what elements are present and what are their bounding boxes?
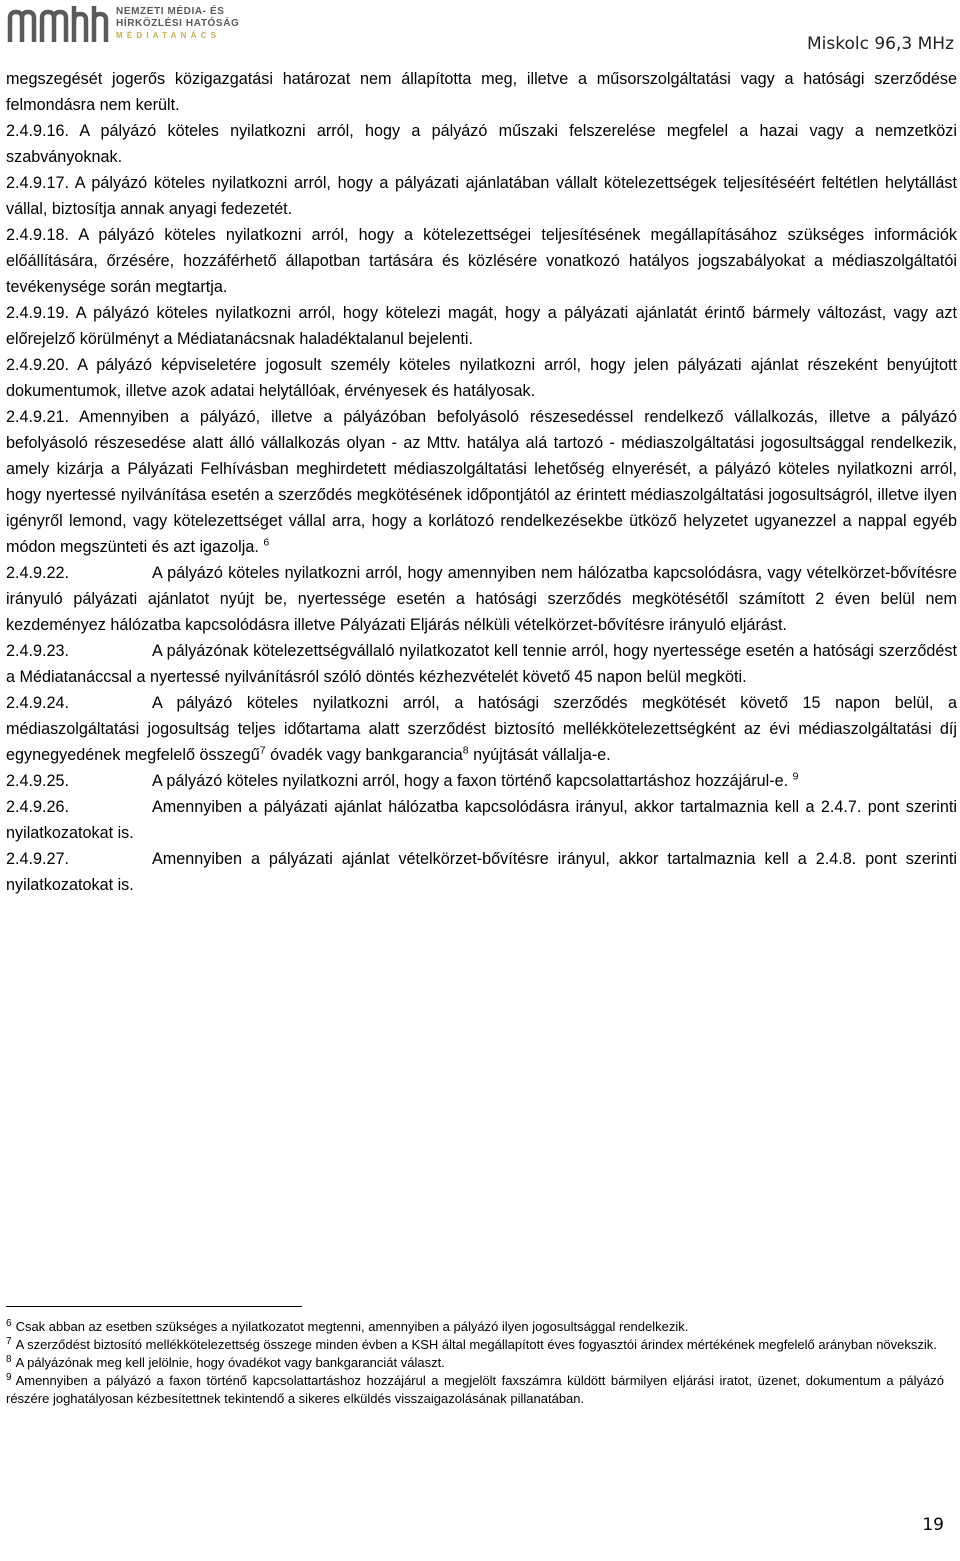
footnote-mark: 9 xyxy=(6,1371,12,1383)
paragraph-number: 2.4.9.16. xyxy=(6,122,70,140)
footnote-text: A szerződést biztosító mellékkötelezettség összege minden évben a KSH által megállapított éves fogyasztói árindex mértékének megfelelő arányban növekszik. xyxy=(15,1337,937,1352)
nmhh-logo xyxy=(6,4,246,48)
paragraph-2-4-9-18 xyxy=(6,222,957,300)
logo-line-1: NEMZETI MÉDIA- ÉS xyxy=(116,6,225,17)
paragraph-2-4-9-25 xyxy=(6,768,957,794)
paragraph-2-4-9-22 xyxy=(6,560,957,638)
paragraph-text: A pályázó köteles nyilatkozni arról, hogy a pályázati ajánlatában vállalt kötelezettségek teljesítéséért feltétlen helytállást vállal, biztosítja annak anyagi fedezetét. xyxy=(6,174,957,218)
footnote-8 xyxy=(6,1354,944,1372)
paragraph-2-4-9-27 xyxy=(6,846,957,898)
station-name: Miskolc 96,3 MHz xyxy=(807,34,954,54)
paragraph-text: A pályázónak kötelezettségvállaló nyilatkozatot kell tennie arról, hogy nyertessége esetén a hatósági szerződést a Médiatanáccsal a nyertessé nyilvánításról szóló döntés kézhezvételét követő 45 napon belül megköti. xyxy=(6,642,957,686)
footnote-ref[interactable]: 8 xyxy=(462,744,469,757)
paragraph-2-4-9-17 xyxy=(6,170,957,222)
footnote-text: Csak abban az esetben szükséges a nyilatkozatot megtenni, amennyiben a pályázó ilyen jogosultsággal rendelkezik. xyxy=(15,1319,689,1334)
paragraph-text: A pályázó köteles nyilatkozni arról, hogy a kötelezettségei teljesítésének megállapításához szükséges információk előállítására, őrzésére, hozzáférhető állapotban tartására és közlésére vonatkozó hatályos jogszabályokat a médiaszolgáltatói tevékenysége során megtartja. xyxy=(6,226,957,296)
nmhh-logo-mark-icon xyxy=(6,4,112,44)
paragraph-2-4-9-16 xyxy=(6,118,957,170)
paragraph-number: 2.4.9.21. xyxy=(6,408,70,426)
paragraph-continuation xyxy=(6,66,957,118)
paragraph-2-4-9-20 xyxy=(6,352,957,404)
paragraph-2-4-9-26 xyxy=(6,794,957,846)
paragraph-text: A pályázó köteles nyilatkozni arról, hogy a faxon történő kapcsolattartáshoz hozzájárul-e. xyxy=(152,772,789,790)
footnotes xyxy=(6,1318,944,1408)
footnote-ref[interactable]: 7 xyxy=(259,744,266,757)
footnote-7 xyxy=(6,1336,944,1354)
paragraph-number: 2.4.9.20. xyxy=(6,356,70,374)
paragraph-number: 2.4.9.24. xyxy=(6,694,70,712)
logo-text xyxy=(116,6,239,42)
logo-line-2: HÍRKÖZLÉSI HATÓSÁG xyxy=(116,18,240,29)
paragraph-2-4-9-24 xyxy=(6,690,957,768)
footnote-6 xyxy=(6,1318,944,1336)
document-body xyxy=(6,66,957,898)
footnote-9 xyxy=(6,1372,944,1408)
footnote-mark: 6 xyxy=(6,1317,12,1329)
paragraph-text: óvadék vagy bankgarancia xyxy=(270,746,463,764)
paragraph-number: 2.4.9.25. xyxy=(6,772,70,790)
paragraph-text: A pályázó képviseletére jogosult személy köteles nyilatkozni arról, hogy jelen pályázati ajánlat részeként benyújtott dokumentumok, illetve azok adatai helytállóak, érvényesek és hatályosak. xyxy=(6,356,957,400)
paragraph-text: A pályázó köteles nyilatkozni arról, hogy amennyiben nem hálózatba kapcsolódásra, vagy vételkörzet-bővítésre irányuló pályázati ajánlatot nyújt be, nyertessége esetén a hatósági szerződés megkötésétől számított 2 éven belül nem kezdeményez hálózatba kapcsolódásra illetve Pályázati Eljárás nélküli vételkörzet-bővítésre irányuló eljárást. xyxy=(6,564,957,634)
paragraph-number: 2.4.9.22. xyxy=(6,564,70,582)
paragraph-number: 2.4.9.18. xyxy=(6,226,70,244)
paragraph-2-4-9-23 xyxy=(6,638,957,690)
footnote-mark: 8 xyxy=(6,1353,12,1365)
paragraph-number: 2.4.9.27. xyxy=(6,850,70,868)
paragraph-text: A pályázó köteles nyilatkozni arról, hogy a pályázó műszaki felszerelése megfelel a hazai vagy a nemzetközi szabványoknak. xyxy=(6,122,957,166)
footnote-ref[interactable]: 9 xyxy=(792,770,799,783)
footnote-ref[interactable]: 6 xyxy=(263,536,270,549)
logo-line-3: MÉDIATANÁCS xyxy=(116,31,221,40)
footnote-text: A pályázónak meg kell jelölnie, hogy óvadékot vagy bankgaranciát választ. xyxy=(15,1355,445,1370)
paragraph-number: 2.4.9.23. xyxy=(6,642,70,660)
paragraph-text: Amennyiben a pályázati ajánlat hálózatba kapcsolódásra irányul, akkor tartalmaznia kell a 2.4.7. pont szerinti nyilatkozatokat is. xyxy=(6,798,957,842)
paragraph-text: Amennyiben a pályázó, illetve a pályázóban befolyásoló részesedéssel rendelkező vállalkozás, illetve a pályázó befolyásoló részesedése alatt álló vállalkozás olyan - az Mttv. hatálya alá tartozó - médiaszolgáltatási jogosultsággal rendelkezik, amely kizárja a Pályázati Felhívásban meghirdetett médiaszolgáltatási lehetőség elnyerését, a pályázó köteles nyilatkozni arról, hogy nyertessé nyilvánítása esetén a szerződés megkötésének időpontjától az érintett médiaszolgáltatási jogosultságról, illetve ilyen igényről lemond, vagy kötelezettséget vállal arra, hogy a korlátozó rendelkezésekbe ütköző helyzetet ugyanezzel a nappal egyéb módon megszünteti és azt igazolja. xyxy=(6,408,957,556)
paragraph-text: A pályázó köteles nyilatkozni arról, hogy kötelezi magát, hogy a pályázati ajánlatát érintő bármely változást, vagy azt előrejelző körülményt a Médiatanácsnak haladéktalanul bejelenti. xyxy=(6,304,957,348)
paragraph-2-4-9-21 xyxy=(6,404,957,560)
paragraph-number: 2.4.9.17. xyxy=(6,174,70,192)
paragraph-2-4-9-19 xyxy=(6,300,957,352)
footnote-text: Amennyiben a pályázó a faxon történő kapcsolattartáshoz hozzájárul a megjelölt faxszámra küldött bármilyen eljárási iratot, üzenet, dokumentum a pályázó részére joghatályosan kézbesítettnek tekintendő a sikeres elküldés visszaigazolásának pillanatában. xyxy=(6,1373,944,1406)
paragraph-text: megszegését jogerős közigazgatási határozat nem állapította meg, illetve a műsorszolgáltatási vagy a hatósági szerződése felmondásra nem került. xyxy=(6,70,957,114)
paragraph-number: 2.4.9.26. xyxy=(6,798,70,816)
paragraph-text: Amennyiben a pályázati ajánlat vételkörzet-bővítésre irányul, akkor tartalmaznia kell a 2.4.8. pont szerinti nyilatkozatokat is. xyxy=(6,850,957,894)
footnote-mark: 7 xyxy=(6,1335,12,1347)
page-number: 19 xyxy=(922,1515,944,1535)
paragraph-text: A pályázó köteles nyilatkozni arról, a hatósági szerződés megkötését követő 15 napon belül, a médiaszolgáltatási jogosultság teljes időtartama alatt szerződést biztosító mellékkötelezettségként az évi médiaszolgáltatási díj egynegyedének megfelelő összegű xyxy=(6,694,957,764)
footnote-separator xyxy=(6,1306,302,1307)
page-header xyxy=(0,0,960,58)
paragraph-text: nyújtását vállalja-e. xyxy=(473,746,611,764)
paragraph-number: 2.4.9.19. xyxy=(6,304,70,322)
